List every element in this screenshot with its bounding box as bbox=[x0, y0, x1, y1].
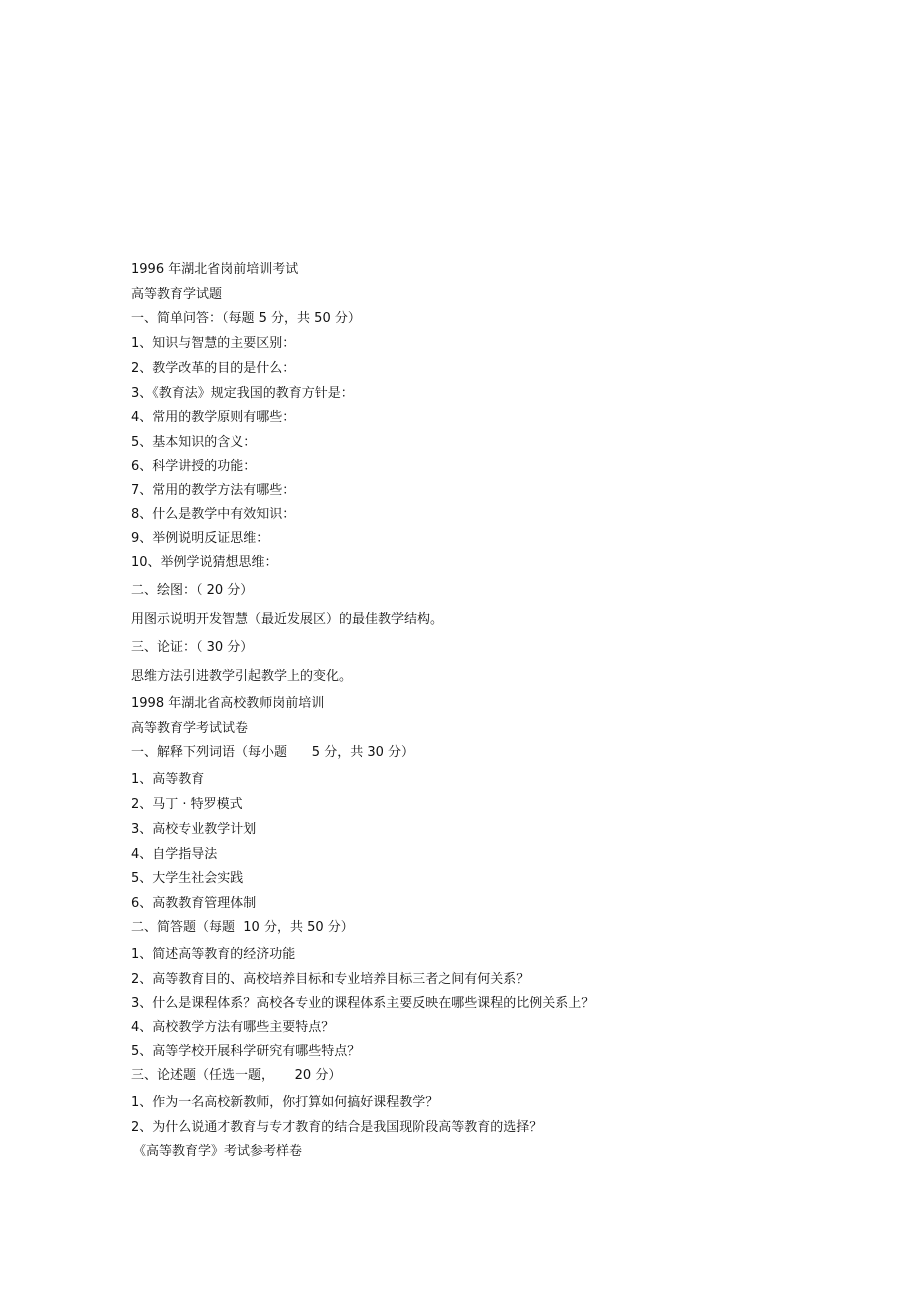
document-line: 1996 年湖北省岗前培训考试 bbox=[131, 262, 299, 277]
document-line: 三、论述题（任选一题， 20 分） bbox=[131, 1068, 342, 1083]
document-line: 高等教育学考试试卷 bbox=[131, 721, 249, 736]
document-line: 8、什么是教学中有效知识： bbox=[131, 507, 296, 522]
document-line: 1、高等教育 bbox=[131, 772, 205, 787]
document-line: 《高等教育学》考试参考样卷 bbox=[133, 1144, 303, 1159]
document-line: 6、高教教育管理体制 bbox=[131, 896, 257, 911]
document-line: 6、科学讲授的功能： bbox=[131, 459, 257, 474]
document-line: 1、作为一名高校新教师，你打算如何搞好课程教学？ bbox=[131, 1095, 439, 1110]
document-line: 4、自学指导法 bbox=[131, 847, 218, 862]
document-line: 1998 年湖北省高校教师岗前培训 bbox=[131, 696, 325, 711]
document-line: 用图示说明开发智慧（最近发展区）的最佳教学结构。 bbox=[131, 612, 444, 627]
document-line: 3、《教育法》规定我国的教育方针是： bbox=[131, 386, 354, 401]
document-line: 5、基本知识的含义： bbox=[131, 435, 257, 450]
document-line: 3、什么是课程体系？高校各专业的课程体系主要反映在哪些课程的比例关系上？ bbox=[131, 996, 595, 1011]
document-line: 5、大学生社会实践 bbox=[131, 871, 244, 886]
document-line: 7、常用的教学方法有哪些： bbox=[131, 483, 296, 498]
document-line: 高等教育学试题 bbox=[131, 287, 223, 302]
document-line: 1、简述高等教育的经济功能 bbox=[131, 947, 296, 962]
document-line: 2、教学改革的目的是什么： bbox=[131, 361, 296, 376]
document-line: 二、绘图：（ 20 分） bbox=[131, 583, 254, 598]
document-line: 4、高校教学方法有哪些主要特点？ bbox=[131, 1020, 335, 1035]
document-line: 2、为什么说通才教育与专才教育的结合是我国现阶段高等教育的选择？ bbox=[131, 1120, 543, 1135]
document-line: 三、论证：（ 30 分） bbox=[131, 640, 254, 655]
document-line: 3、高校专业教学计划 bbox=[131, 822, 257, 837]
document-line: 2、高等教育目的、高校培养目标和专业培养目标三者之间有何关系？ bbox=[131, 972, 530, 987]
document-line: 一、简单问答：（每题 5 分，共 50 分） bbox=[131, 311, 361, 326]
document-line: 9、举例说明反证思维： bbox=[131, 531, 270, 546]
document-line: 10、举例学说猜想思维： bbox=[131, 555, 278, 570]
document-line: 2、马丁 · 特罗模式 bbox=[131, 797, 243, 812]
document-line: 一、解释下列词语（每小题 5 分，共 30 分） bbox=[131, 745, 415, 760]
document-line: 5、高等学校开展科学研究有哪些特点？ bbox=[131, 1044, 361, 1059]
document-line: 4、常用的教学原则有哪些： bbox=[131, 410, 296, 425]
document-line: 思维方法引进教学引起教学上的变化。 bbox=[131, 669, 353, 684]
document-line: 二、简答题（每题 10 分，共 50 分） bbox=[131, 920, 354, 935]
document-line: 1、知识与智慧的主要区别： bbox=[131, 336, 296, 351]
